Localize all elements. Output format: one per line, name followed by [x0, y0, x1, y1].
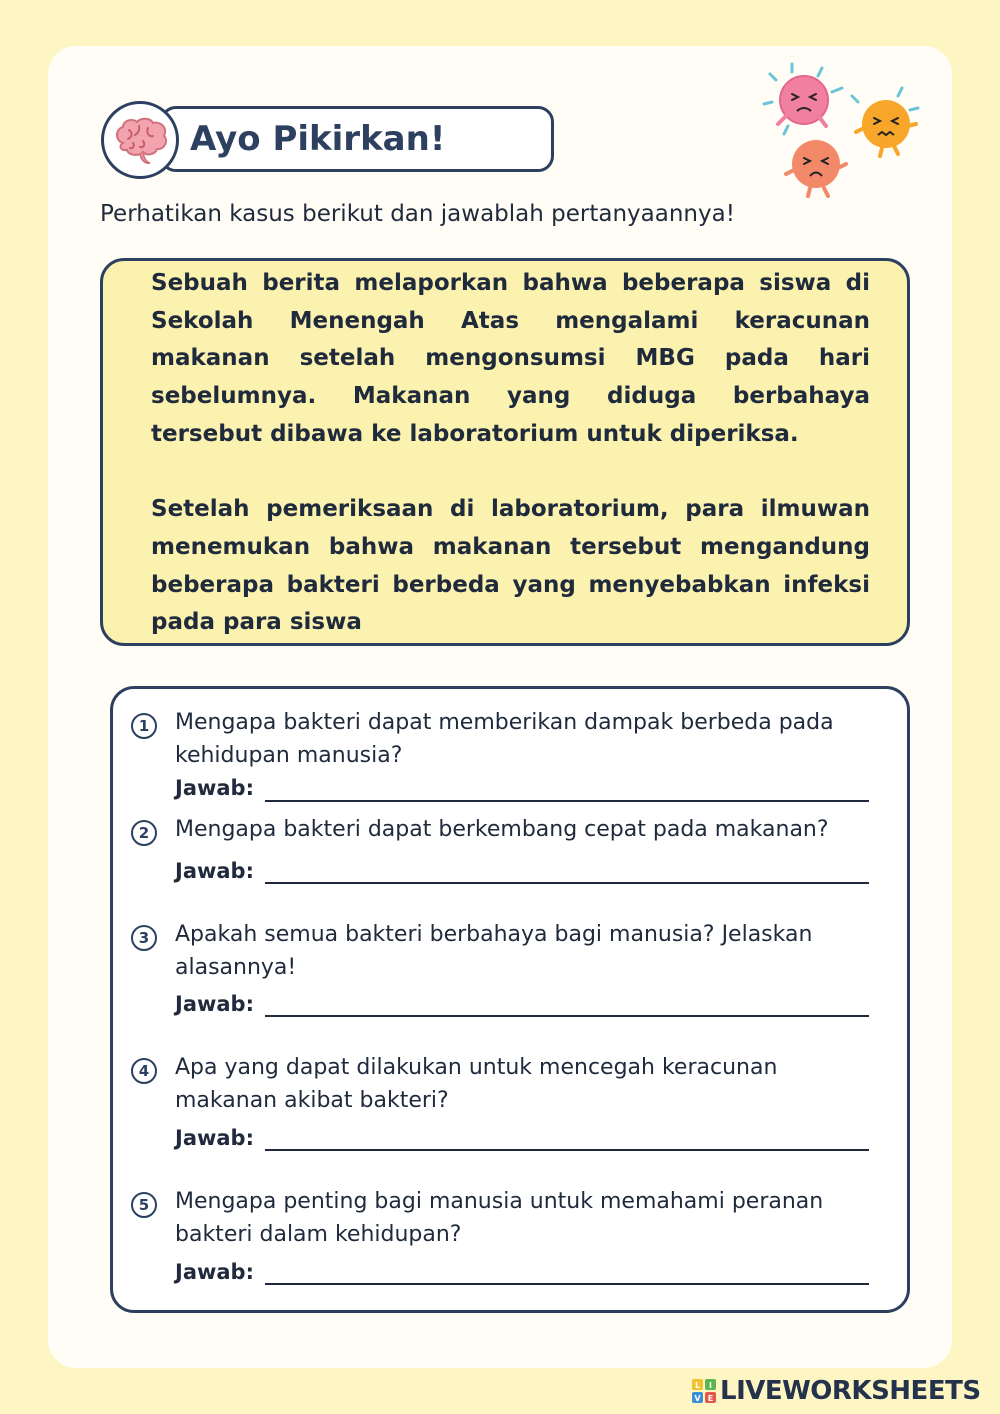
- logo-letter-e: E: [707, 1394, 714, 1403]
- question-4-answer-label: Jawab:: [175, 1126, 254, 1150]
- question-5-number: 5: [131, 1192, 157, 1218]
- question-3-number: 3: [131, 925, 157, 951]
- question-2-text: Mengapa bakteri dapat berkembang cepat pada makanan?: [175, 817, 829, 842]
- case-text: [151, 265, 870, 642]
- question-2-number: 2: [131, 820, 157, 846]
- question-2-answer-input[interactable]: [265, 862, 869, 884]
- question-5-answer-input[interactable]: [265, 1263, 869, 1285]
- brain-icon: [113, 117, 169, 165]
- question-1-answer-input[interactable]: [265, 780, 869, 802]
- question-2-answer-label: Jawab:: [175, 859, 254, 883]
- bacteria-characters-icon: [752, 58, 932, 208]
- case-paragraph-2: Setelah pemeriksaan di laboratorium, para ilmuwan menemukan bahwa makanan tersebut mengandung beberapa bakteri berbeda yang menyebabkan infeksi pada para siswa: [151, 496, 870, 636]
- question-3-answer-label: Jawab:: [175, 992, 254, 1016]
- instruction-text: Perhatikan kasus berikut dan jawablah pertanyaannya!: [100, 201, 735, 227]
- question-4-text: Apa yang dapat dilakukan untuk mencegah keracunan makanan akibat bakteri?: [175, 1055, 778, 1113]
- question-4-number: 4: [131, 1058, 157, 1084]
- page-title: Ayo Pikirkan!: [190, 119, 446, 159]
- question-5-text: Mengapa penting bagi manusia untuk memahami peranan bakteri dalam kehidupan?: [175, 1189, 824, 1247]
- question-3-text: Apakah semua bakteri berbahaya bagi manusia? Jelaskan alasannya!: [175, 922, 813, 980]
- footer-brand-text: LIVEWORKSHEETS: [720, 1376, 981, 1406]
- logo-letter-l: L: [694, 1381, 701, 1390]
- liveworksheets-logo-icon: [692, 1379, 716, 1403]
- question-3-answer-input[interactable]: [265, 995, 869, 1017]
- logo-letter-i: I: [709, 1381, 712, 1390]
- footer-brand[interactable]: [692, 1376, 992, 1406]
- question-5-answer-label: Jawab:: [175, 1260, 254, 1284]
- brain-badge: [101, 101, 179, 179]
- question-1-text: Mengapa bakteri dapat memberikan dampak berbeda pada kehidupan manusia?: [175, 710, 834, 768]
- case-paragraph-1: Sebuah berita melaporkan bahwa beberapa siswa di Sekolah Menengah Atas mengalami keracunan makanan setelah mengonsumsi MBG pada hari sebelumnya. Makanan yang diduga berbahaya tersebut dibawa ke laboratorium untuk diperiksa.: [151, 270, 870, 447]
- logo-letter-v: V: [694, 1394, 701, 1403]
- question-1-answer-label: Jawab:: [175, 776, 254, 800]
- question-1-number: 1: [131, 713, 157, 739]
- question-4-answer-input[interactable]: [265, 1129, 869, 1151]
